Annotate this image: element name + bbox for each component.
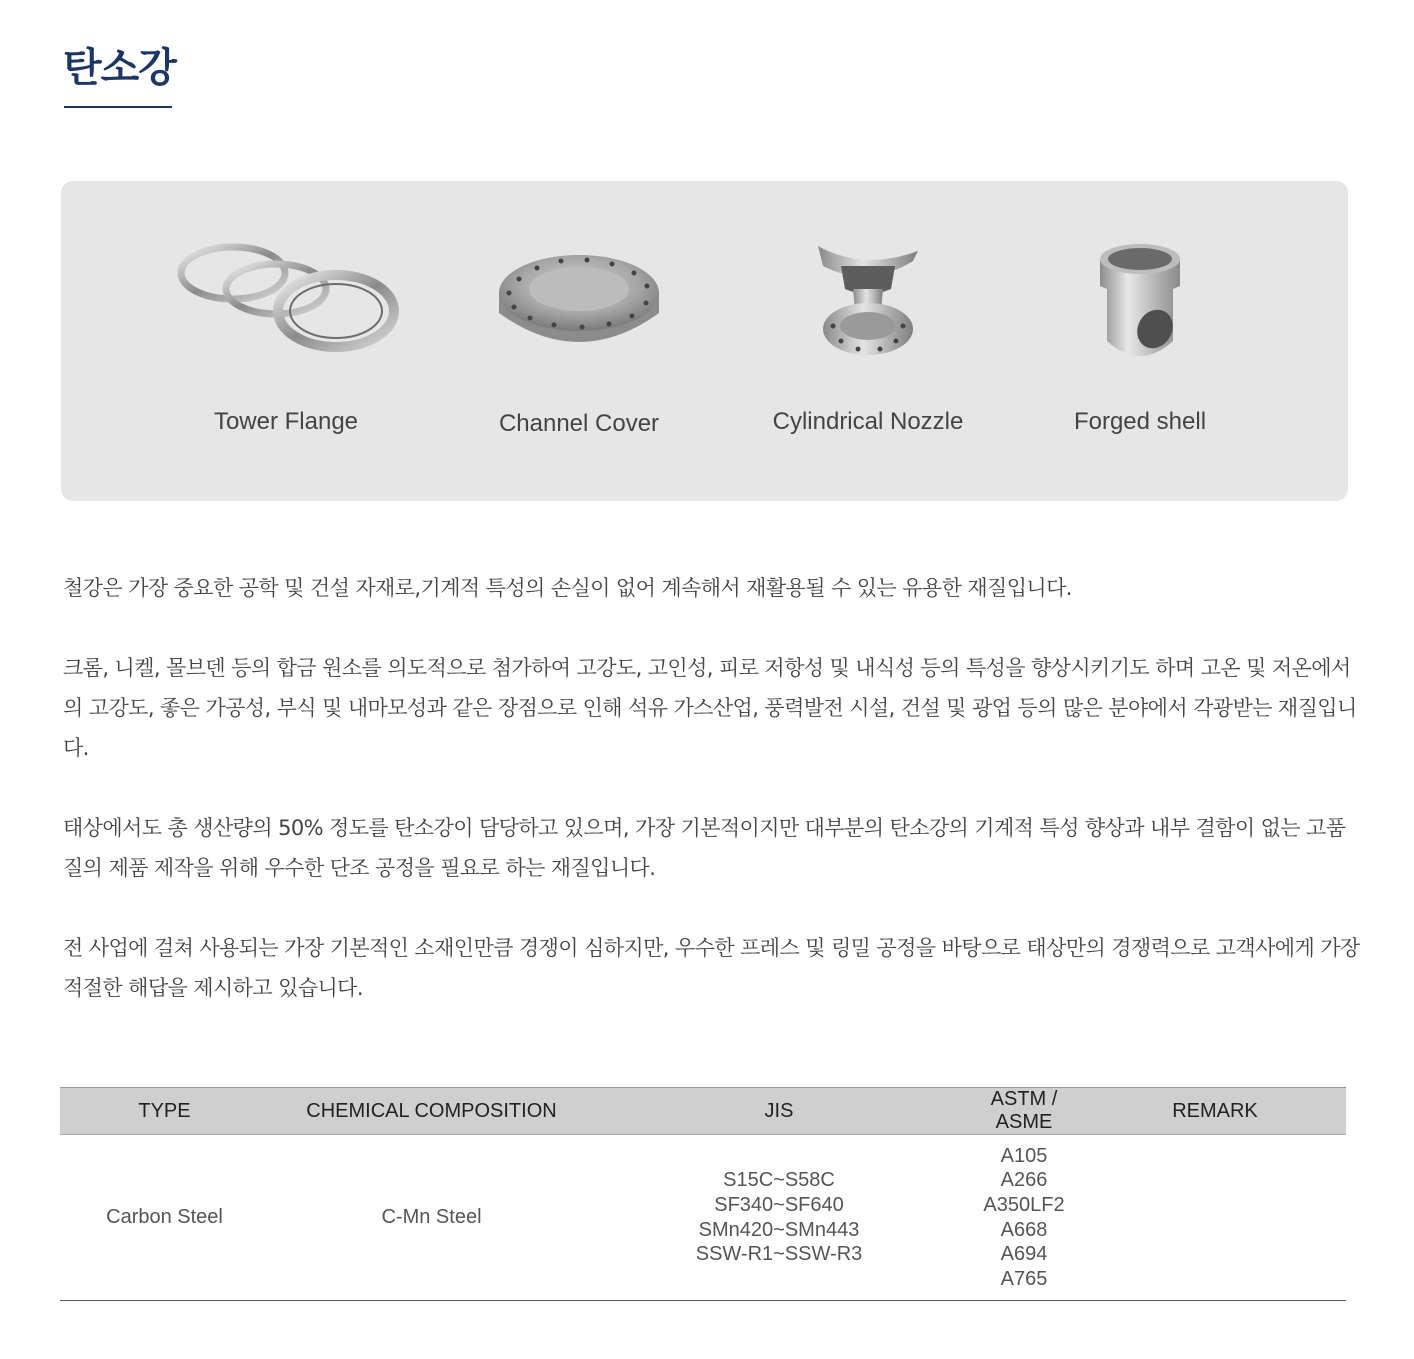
page-title: 탄소강 <box>63 45 176 91</box>
product-tower-flange <box>156 231 416 435</box>
astm-grade: A668 <box>1000 1218 1048 1241</box>
cell-remark <box>1084 1135 1346 1301</box>
description-paragraph: 크롬, 니켈, 몰브덴 등의 합금 원소를 의도적으로 첨가하여 고강도, 고인성, 피로 저항성 및 내식성 등의 특성을 향상시키기도 하며 고온 및 저온에서의 고강도, 좋은 가공성, 부식 및 내마모성과 같은 장점으로 인해 석유 가스산업, 풍력발전 시설, 건설 및 광업 등의 많은 분야에서 각광받는 재질입니다. <box>63 656 1357 760</box>
header-chemical-composition: CHEMICAL COMPOSITION <box>269 1088 594 1135</box>
astm-grade: A765 <box>1000 1267 1048 1290</box>
product-forged-shell <box>1010 231 1270 435</box>
header-jis: JIS <box>594 1088 964 1135</box>
jis-grade: SMn420~SMn443 <box>698 1218 860 1241</box>
astm-grade: A266 <box>1000 1169 1048 1192</box>
astm-grade: A350LF2 <box>983 1193 1065 1216</box>
jis-grade: SSW-R1~SSW-R3 <box>695 1243 863 1266</box>
cell-astm <box>964 1135 1084 1301</box>
forged-shell-image <box>1025 231 1255 361</box>
product-label: Tower Flange <box>213 408 359 435</box>
cell-jis <box>594 1135 964 1301</box>
table-header-row <box>60 1088 1346 1135</box>
cylindrical-nozzle-image <box>753 231 983 361</box>
product-gallery <box>61 181 1348 501</box>
cell-composition: C-Mn Steel <box>269 1135 594 1301</box>
description-paragraph: 전 사업에 걸쳐 사용되는 가장 기본적인 소재인만큼 경쟁이 심하지만, 우수한 프레스 및 링밀 공정을 바탕으로 태상만의 경쟁력으로 고객사에게 가장 적절한 해답을 제시하고 있습니다. <box>63 936 1360 1000</box>
title-underline <box>64 106 172 108</box>
product-channel-cover <box>449 231 709 437</box>
channel-cover-image <box>464 231 694 361</box>
description-paragraph: 철강은 가장 중요한 공학 및 건설 자재로,기계적 특성의 손실이 없어 계속해서 재활용될 수 있는 유용한 재질입니다. <box>63 576 1072 600</box>
header-astm-asme: ASTM / ASME <box>964 1088 1084 1135</box>
tower-flange-image <box>171 231 401 361</box>
description-paragraph: 태상에서도 총 생산량의 50% 정도를 탄소강이 담당하고 있으며, 가장 기본적이지만 대부분의 탄소강의 기계적 특성 향상과 내부 결함이 없는 고품질의 제품 제작을 위해 우수한 단조 공정을 필요로 하는 재질입니다. <box>63 816 1346 880</box>
cell-type: Carbon Steel <box>60 1135 269 1301</box>
table-row <box>60 1135 1346 1301</box>
description <box>63 568 1363 1048</box>
jis-grade: SF340~SF640 <box>714 1193 844 1216</box>
astm-grade: A694 <box>1000 1243 1048 1266</box>
product-cylindrical-nozzle <box>738 231 998 435</box>
header-type: TYPE <box>60 1088 269 1135</box>
product-label: Cylindrical Nozzle <box>772 408 964 435</box>
astm-grade: A105 <box>1000 1144 1048 1167</box>
spec-table <box>60 1087 1346 1301</box>
product-label: Channel Cover <box>498 410 660 437</box>
jis-grade: S15C~S58C <box>723 1169 835 1192</box>
product-label: Forged shell <box>1073 408 1207 435</box>
header-remark: REMARK <box>1084 1088 1346 1135</box>
